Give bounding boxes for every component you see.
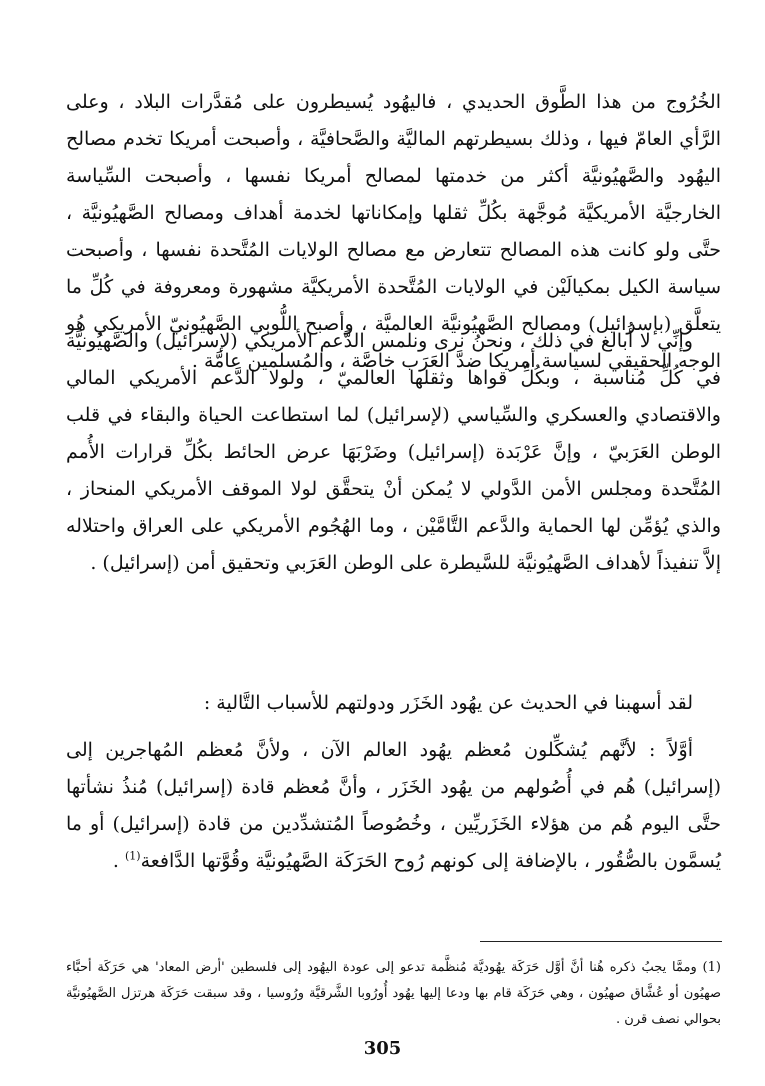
footnote-divider	[480, 941, 722, 942]
footnote-reference: (1)	[124, 849, 141, 863]
page-number: 305	[363, 1038, 402, 1059]
paragraph-4-end: .	[112, 850, 125, 872]
paragraph-2	[66, 323, 721, 582]
paragraph-4-text: أوَّلاً : لأنَّهم يُشكِّلون مُعظم يهُود العالم الآن ، ولأنَّ مُعظم المُهاجرين إلى (إسرائيل) هُم في أُصُولهم من يهُود الخَزَر ، وأنَّ مُعظم قادة (إسرائيل) مُنذُ نشأتها حتَّى اليوم هُم من هؤلاء الخَزَريِّين ، وخُصُوصاً المُتشدِّدين من قادة (إسرائيل) أو ما يُسمَّون بالصُّقُور ، بالإضافة إلى كونهم رُوح الحَرَكَة الصَّهيُونيَّة وقُوَّتها الدَّافعة	[66, 739, 721, 872]
paragraph-4-container	[66, 732, 721, 880]
paragraph-4	[66, 732, 721, 880]
paragraph-3	[66, 685, 721, 722]
paragraph-3-text: لقد أسهبنا في الحديث عن يهُود الخَزَر ودولتهم للأسباب التَّالية :	[203, 692, 693, 714]
footnote-text: (1) وممَّا يجبُ ذكره هُنا أنَّ أوَّل حَرَكَة يهُوديَّة مُنظَّمة تدعو إلى عودة اليهُود إلى فلسطين 'أرض المعاد' هي حَرَكَة أحبَّاء صهيُون أو عُشَّاق صهيُون ، وهي حَرَكَة قام بها ودعا إليها يهُود أُورُوبا الشَّرقيَّة ورُوسيا ، وقد سبقت حَرَكَة هرتزل الصَّهيُونيَّة بحوالي نصف قرن .	[66, 960, 721, 1027]
paragraph-1-text: الخُرُوج من هذا الطَّوق الحديدي ، فاليهُود يُسيطرون على مُقدَّرات البلاد ، وعلى الرَّأي العامّ فيها ، وذلك بسيطرتهم الماليَّة والصَّحافيَّة ، وأصبحت أمريكا تخدم مصالح اليهُود والصَّهيُونيَّة أكثر من خدمتها لمصالح أمريكا نفسها ، وأصبحت السِّياسة الخارجيَّة الأمريكيَّة مُوجَّهة بكُلِّ ثقلها وإمكاناتها لخدمة أهداف ومصالح الصَّهيُونيَّة ، حتَّى ولو كانت هذه المصالح تتعارض مع مصالح الولايات المُتَّحدة نفسها ، وأصبحت سياسة الكيل بمكيالَيْن في الولايات المُتَّحدة الأمريكيَّة مشهورة ومعروفة في كُلِّ ما يتعلَّق (بإسرائيل) ومصالح الصَّهيُونيَّة العالميَّة ، وأصبح اللُّوبي الصَّهيُونيّ الأمريكي هُو الوجه الحقيقي لسياسة أمريكا ضدَّ العَرَب خاصَّة ، والمُسلمين عامَّة .	[66, 91, 721, 372]
paragraph-2-text: وإنِّي لا أُبالغ في ذلك ، ونحنُ نرى ونلمس الدَّعم الأمريكي (لإسرائيل) والصَّهيُونيَّة في كُلِّ مُناسبة ، وبكُلِّ قواها وثقلها العالميّ ، ولولا الدَّعم الأمريكي المالي والاقتصادي والعسكري والسِّياسي (لإسرائيل) لما استطاعت الحياة والبقاء في قلب الوطن العَرَبيّ ، وإنَّ عَرْبَدة (إسرائيل) وضَرْبَهَا عرض الحائط بكُلِّ قرارات الأُمم المُتَّحدة ومجلس الأمن الدَّولي لا يُمكن أنْ يتحقَّق لولا الموقف الأمريكي المنحاز ، والذي يُؤمِّن لها الحماية والدَّعم التَّامَّيْن ، وما الهُجُوم الأمريكي على العراق واحتلاله إلاَّ تنفيذاً لأهداف الصَّهيُونيَّة للسَّيطرة على الوطن العَرَبي وتحقيق أمن (إسرائيل) .	[66, 330, 721, 574]
